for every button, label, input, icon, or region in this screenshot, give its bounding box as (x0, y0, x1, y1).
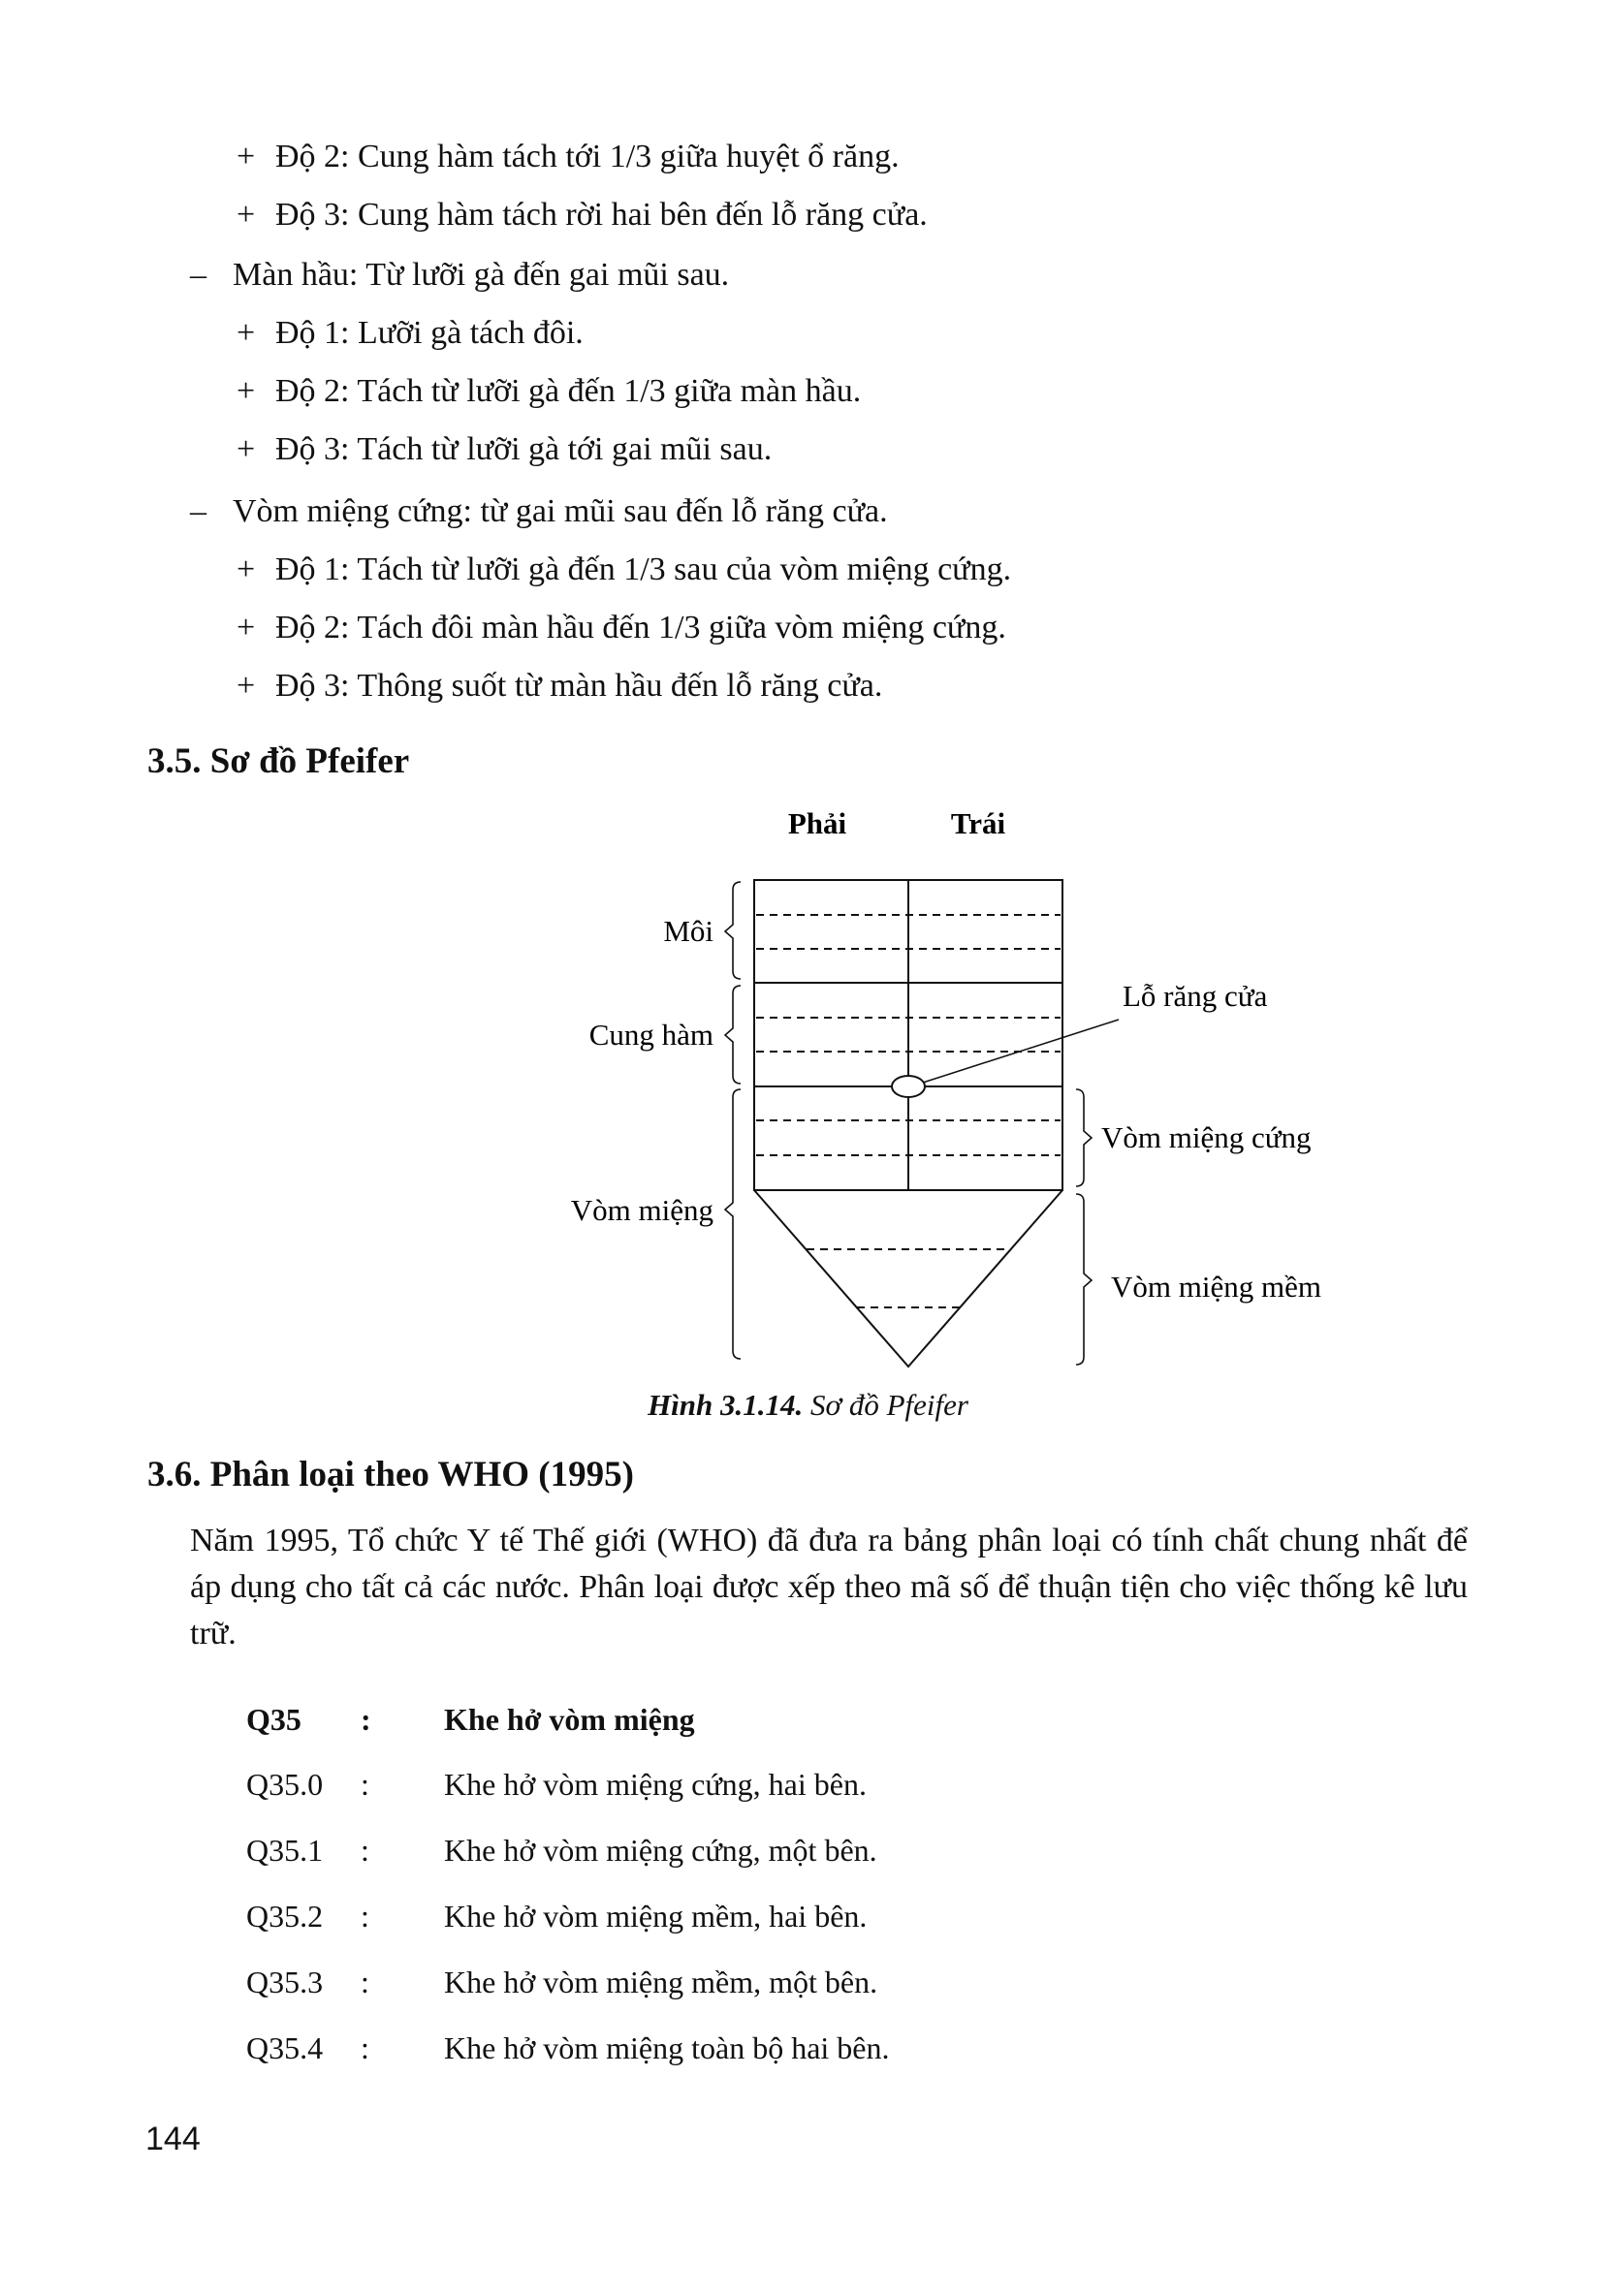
list-item-vom-mieng-cung (190, 492, 888, 531)
code-separator: : (361, 1965, 369, 1999)
dash-bullet: – (190, 257, 206, 293)
diagram-header-trai: Trái (950, 806, 1006, 840)
code-description: Khe hở vòm miệng (444, 1702, 695, 1737)
plus-bullet: + (237, 315, 256, 351)
list-item-man-hau-3 (237, 430, 772, 469)
plus-bullet: + (237, 197, 256, 233)
diagram-grid (754, 880, 1062, 1367)
code-row-q35-2 (246, 1897, 867, 1935)
code-description: Khe hở vòm miệng cứng, một bên. (444, 1833, 877, 1868)
code-value: Q35.4 (246, 2030, 324, 2065)
brace-cung-ham (725, 986, 741, 1084)
section-paragraph: Năm 1995, Tổ chức Y tế Thế giới (WHO) đã đưa ra bảng phân loại có tính chất chung nhất để áp dụng cho tất cả các nước. Phân loại được xếp theo mã số để thuận tiện cho việc thống kê lưu trữ. (190, 1523, 1468, 1651)
diagram-label-moi: Môi (663, 914, 713, 948)
code-description: Khe hở vòm miệng mềm, hai bên. (444, 1899, 868, 1934)
code-separator: : (361, 1833, 369, 1868)
left-braces (725, 882, 741, 1359)
code-value: Q35.1 (246, 1833, 324, 1868)
list-item-text: Độ 3: Cung hàm tách rời hai bên đến lỗ răng cửa. (275, 197, 928, 233)
list-item-text: Độ 1: Lưỡi gà tách đôi. (275, 315, 584, 351)
code-row-q35-3 (246, 1963, 877, 2001)
code-value: Q35.0 (246, 1767, 324, 1802)
brace-vom-mieng-cung (1076, 1089, 1092, 1186)
list-item-text: Độ 1: Tách từ lưỡi gà đến 1/3 sau của vòm miệng cứng. (275, 551, 1012, 587)
list-item-man-hau-1 (237, 314, 584, 353)
code-value: Q35.2 (246, 1899, 324, 1934)
code-separator: : (361, 2030, 369, 2065)
figure-caption (0, 1388, 1616, 1423)
code-row-q35-1 (246, 1831, 877, 1870)
diagram-label-lo-rang-cua: Lỗ răng cửa (1123, 979, 1268, 1013)
diagram-label-vom-mieng-mem: Vòm miệng mềm (1111, 1270, 1321, 1304)
code-value: Q35.3 (246, 1965, 324, 1999)
list-item-man-hau-2 (237, 372, 861, 411)
plus-bullet: + (237, 431, 256, 467)
plus-bullet: + (237, 610, 256, 645)
pfeifer-diagram (0, 804, 1616, 1386)
list-item-vom-mieng-cung-1 (237, 550, 1011, 589)
dash-bullet: – (190, 493, 206, 529)
soft-palate-triangle (754, 1190, 1062, 1367)
code-description: Khe hở vòm miệng cứng, hai bên. (444, 1767, 867, 1802)
figure-caption-label: Hình 3.1.14. (648, 1388, 804, 1422)
list-item-man-hau (190, 256, 729, 295)
figure-caption-text: Sơ đồ Pfeifer (803, 1388, 968, 1422)
code-separator: : (361, 1899, 369, 1934)
list-item-text: Độ 3: Thông suốt từ màn hầu đến lỗ răng cửa. (275, 668, 883, 704)
list-item-text: Độ 2: Tách từ lưỡi gà đến 1/3 giữa màn hầu. (275, 373, 862, 409)
code-separator: : (361, 1767, 369, 1802)
brace-vom-mieng-mem (1076, 1194, 1092, 1365)
code-row-q35-4 (246, 2029, 890, 2067)
diagram-label-vom-mieng-cung: Vòm miệng cứng (1101, 1120, 1312, 1154)
incisive-foramen (892, 1076, 925, 1097)
code-row-q35-0 (246, 1765, 867, 1804)
diagram-label-cung-ham: Cung hàm (588, 1018, 713, 1052)
section-heading-3-6: 3.6. Phân loại theo WHO (1995) (147, 1455, 634, 1494)
brace-vom-mieng (725, 1089, 741, 1359)
plus-bullet: + (237, 373, 256, 409)
list-item-text: Độ 3: Tách từ lưỡi gà tới gai mũi sau. (275, 431, 773, 467)
list-item-text: Màn hầu: Từ lưỡi gà đến gai mũi sau. (233, 257, 730, 293)
plus-bullet: + (237, 668, 256, 704)
plus-bullet: + (237, 551, 256, 587)
code-description: Khe hở vòm miệng toàn bộ hai bên. (444, 2030, 890, 2065)
code-row-q35 (246, 1700, 695, 1739)
code-description: Khe hở vòm miệng mềm, một bên. (444, 1965, 878, 1999)
page-number: 144 (145, 2121, 201, 2157)
diagram-label-vom-mieng: Vòm miệng (570, 1193, 713, 1227)
list-item-top-1 (237, 138, 900, 176)
code-value: Q35 (246, 1702, 301, 1737)
right-braces (1076, 1089, 1092, 1365)
list-item-text: Độ 2: Tách đôi màn hầu đến 1/3 giữa vòm miệng cứng. (275, 610, 1006, 645)
code-separator: : (361, 1702, 371, 1737)
list-item-top-2 (237, 196, 928, 235)
list-item-text: Vòm miệng cứng: từ gai mũi sau đến lỗ răng cửa. (233, 493, 888, 529)
list-item-vom-mieng-cung-2 (237, 609, 1006, 647)
plus-bullet: + (237, 139, 256, 174)
list-item-text: Độ 2: Cung hàm tách tới 1/3 giữa huyệt ổ răng. (275, 139, 900, 174)
section-heading-3-5: 3.5. Sơ đồ Pfeifer (147, 741, 410, 781)
diagram-header-phai: Phải (787, 806, 847, 840)
brace-moi (725, 882, 741, 979)
list-item-vom-mieng-cung-3 (237, 667, 882, 706)
